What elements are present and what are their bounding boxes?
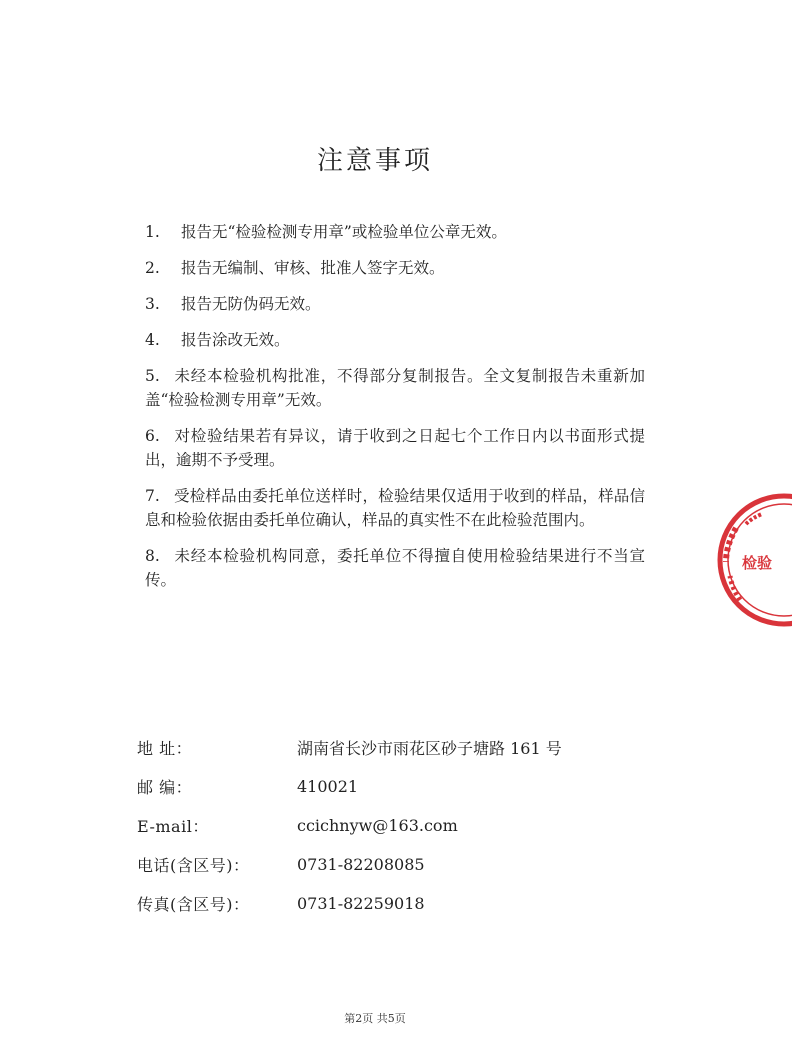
email-value: ccichnyw@163.com (297, 816, 458, 835)
note-number: 3. (145, 295, 160, 313)
note-text: 对检验结果若有异议，请于收到之日起七个工作日内以书面形式提出，逾期不予受理。 (145, 427, 645, 469)
note-item (145, 484, 645, 532)
seal-text: 检验 (742, 554, 773, 572)
note-text: 报告无“检验检测专用章”或检验单位公章无效。 (181, 223, 507, 241)
email-row (137, 806, 657, 845)
note-text: 未经本检验机构同意，委托单位不得擅自使用检验结果进行不当宣传。 (145, 547, 645, 589)
note-item (145, 256, 645, 280)
address-label: 地 址： (137, 739, 193, 758)
note-item (145, 328, 645, 352)
phone-label: 电话(含区号)： (137, 856, 250, 875)
note-number: 4. (145, 331, 160, 349)
note-number: 6. (145, 427, 160, 445)
postcode-label: 邮 编： (137, 778, 193, 797)
note-text: 未经本检验机构批准，不得部分复制报告。全文复制报告未重新加盖“检验检测专用章”无效。 (145, 367, 645, 409)
contact-info (137, 728, 657, 923)
note-number: 1. (145, 223, 160, 241)
note-text: 报告涂改无效。 (181, 331, 290, 349)
phone-value: 0731-82208085 (297, 855, 425, 874)
note-item (145, 292, 645, 316)
note-number: 5. (145, 367, 160, 385)
note-text: 报告无防伪码无效。 (181, 295, 321, 313)
postcode-value: 410021 (297, 777, 359, 796)
note-item (145, 220, 645, 244)
page-footer: 第2页 共5页 (344, 1012, 406, 1025)
email-label: E-mail： (137, 817, 209, 836)
address-value: 湖南省长沙市雨花区砂子塘路 161 号 (297, 739, 562, 758)
fax-row (137, 884, 657, 923)
note-number: 2. (145, 259, 160, 277)
fax-value: 0731-82259018 (297, 894, 425, 913)
address-row (137, 728, 657, 767)
page-title: 注意事项 (316, 146, 433, 176)
phone-row (137, 845, 657, 884)
note-item (145, 544, 645, 592)
postcode-row (137, 767, 657, 806)
note-text: 报告无编制、审核、批准人签字无效。 (181, 259, 445, 277)
note-item (145, 424, 645, 472)
note-item (145, 364, 645, 412)
note-number: 7. (145, 487, 160, 505)
seal-stamp-icon (712, 488, 792, 638)
note-number: 8. (145, 547, 160, 565)
fax-label: 传真(含区号)： (137, 895, 250, 914)
note-text: 受检样品由委托单位送样时，检验结果仅适用于收到的样品，样品信息和检验依据由委托单位确认，样品的真实性不在此检验范围内。 (145, 487, 645, 529)
notes-list (145, 220, 645, 604)
